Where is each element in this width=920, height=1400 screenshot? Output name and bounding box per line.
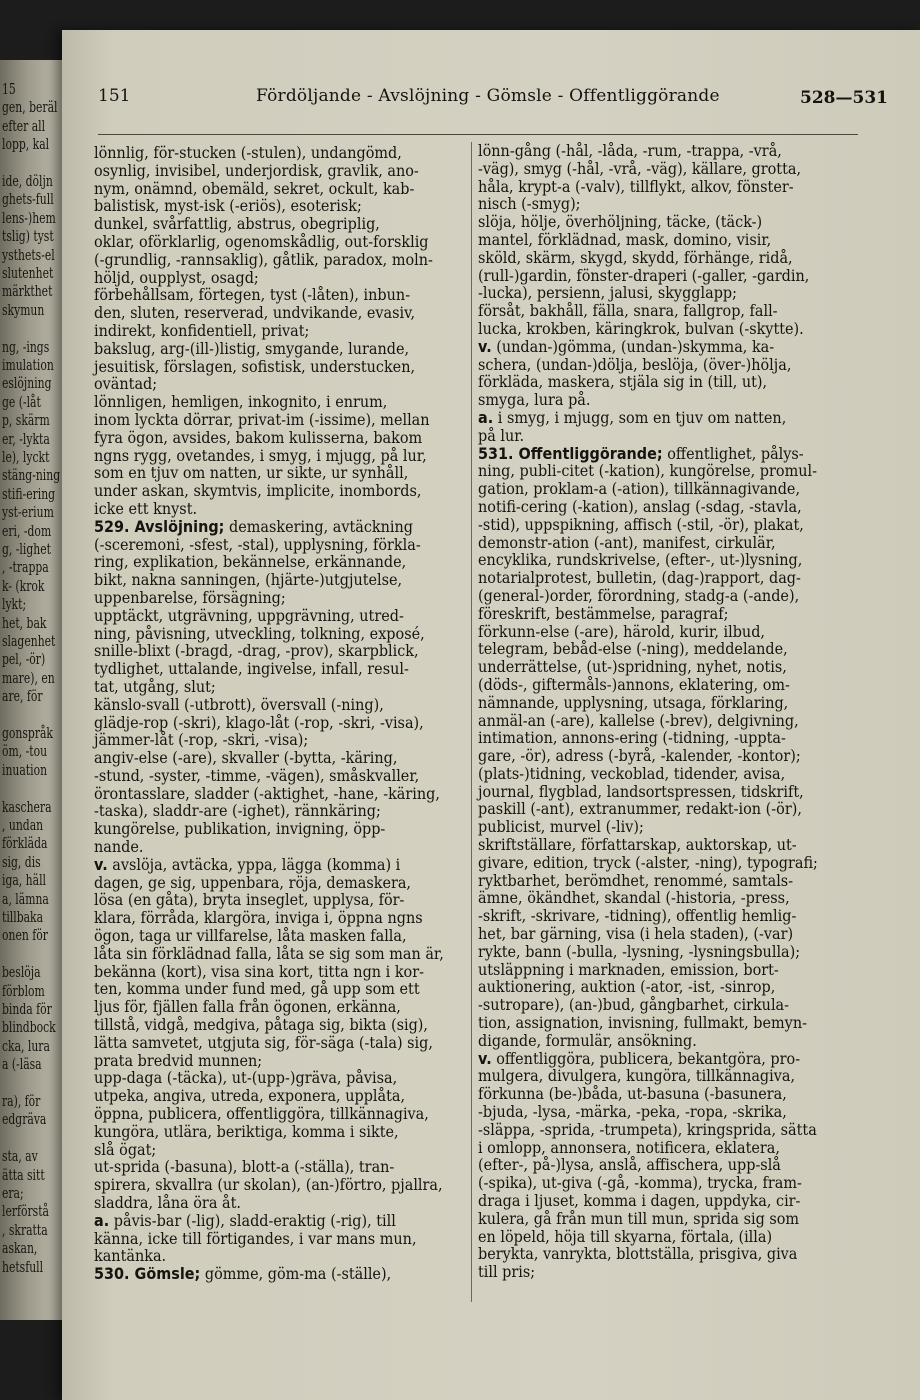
edge-fragment: förblom [2, 981, 45, 1000]
text-line: indirekt, konfidentiell, privat; [94, 320, 310, 340]
text-line: låta sin förklädnad falla, låta se sig som man är, [94, 943, 444, 963]
text-line: telegram, bebåd-else (-ning), meddelande, [478, 639, 788, 659]
text-line: tillstå, vidgå, medgiva, påtaga sig, bikta (sig), [94, 1015, 428, 1035]
text-line: paskill (-ant), extranummer, redakt-ion (-ör), [478, 799, 802, 819]
text-line: skriftställare, författarskap, auktorskap, ut- [478, 835, 797, 855]
edge-fragment: a, lämna [2, 889, 49, 908]
text-line: fyra ögon, avsides, bakom kulisserna, bakom [94, 427, 423, 447]
text-line: nym, onämnd, obemäld, sekret, ockult, kab- [94, 178, 415, 198]
text-line: känslo-svall (-utbrott), översvall (-ning), [94, 694, 384, 714]
text-line: notifi-cering (-kation), anslag (-sdag, -stavla, [478, 496, 802, 516]
text-line: (-sceremoni, -sfest, -stal), upplysning, förkla- [94, 534, 421, 554]
edge-fragment: beslöja [2, 963, 41, 982]
edge-fragment: slutenhet [2, 264, 54, 282]
text-line: balistisk, myst-isk (-eriös), esoterisk; [94, 196, 362, 216]
edge-fragment: g, -lighet [2, 540, 51, 558]
text-line: -bjuda, -lysa, -märka, -peka, -ropa, -skrika, [478, 1102, 787, 1122]
text-line: lätta samvetet, utgjuta sig, för-säga (-tala) sig, [94, 1032, 433, 1052]
text-line: demonstr-ation (-ant), manifest, cirkulär, [478, 532, 776, 552]
edge-fragment: yst-erium [2, 503, 54, 522]
text-line: v. (undan-)gömma, (undan-)skymma, ka- [478, 336, 775, 356]
text-line: ten, komma under fund med, gå upp som ett [94, 979, 420, 999]
edge-fragment: ätta sitt [2, 1165, 45, 1184]
text-line: -väg), smyg (-hål, -vrå, -väg), källare, grotta, [478, 158, 802, 178]
text-line: lönn-gång (-hål, -låda, -rum, -trappa, -vrå, [478, 141, 782, 160]
text-line: ring, explikation, bekännelse, erkännande, [94, 552, 407, 572]
text-line: ögon, taga ur villfarelse, låta masken falla, [94, 926, 407, 946]
edge-fragment: lens-)hem [2, 208, 56, 227]
text-line: som en tjuv om natten, ur sikte, ur synhåll, [94, 463, 409, 483]
text-line: v. offentliggöra, publicera, bekantgöra, pro- [478, 1048, 801, 1068]
dictionary-page [62, 30, 920, 1400]
edge-fragment: imulation [2, 356, 54, 374]
text-line: (plats-)tidning, veckoblad, tidender, avisa, [478, 763, 786, 783]
text-line: ut-sprida (-basuna), blott-a (-ställa), tran- [94, 1157, 395, 1177]
edge-fragment: onen för [2, 926, 48, 945]
text-line: jesuitisk, förslagen, sofistisk, understucken, [94, 356, 416, 376]
text-line: bekänna (kort), visa sina kort, titta ngn i kor- [94, 961, 424, 981]
edge-fragment: eri, -dom [2, 521, 52, 540]
text-line: nande. [94, 837, 144, 857]
edge-fragment: märkthet [2, 282, 53, 301]
edge-fragment: tillbaka [2, 908, 44, 926]
text-line: lönnligen, hemligen, inkognito, i enrum, [94, 392, 388, 412]
edge-fragment: ysthets-el [2, 245, 55, 264]
text-line: (-grundlig, -rannsaklig), gåtlik, paradox, moln- [94, 249, 433, 269]
text-line: osynlig, invisibel, underjordisk, gravlik, ano- [94, 160, 419, 180]
text-line: oväntad; [94, 374, 158, 394]
text-line: spirera, skvallra (ur skolan), (an-)förtro, pjallra, [94, 1175, 443, 1195]
edge-fragment: skymun [2, 300, 45, 319]
text-line: publicist, murvel (-liv); [478, 817, 644, 837]
text-line: mulgera, divulgera, kungöra, tillkännagiva, [478, 1066, 796, 1086]
text-line: 531. Offentliggörande; offentlighet, pålys- [478, 443, 804, 463]
text-line: tat, utgång, slut; [94, 676, 216, 696]
text-line: a. påvis-bar (-lig), sladd-eraktig (-rig), till [94, 1210, 396, 1230]
text-line: ning, publi-citet (-kation), kungörelse, promul- [478, 461, 817, 481]
page-number: 151 [98, 86, 131, 106]
text-line: prata bredvid munnen; [94, 1050, 263, 1070]
text-line: lösa (en gåta), bryta inseglet, upplysa, för- [94, 890, 405, 910]
edge-fragment: binda för [2, 1000, 52, 1018]
text-line: angiv-else (-are), skvaller (-bytta, -käring, [94, 748, 398, 768]
text-line: utpeka, angiva, utreda, exponera, upplåta, [94, 1086, 406, 1106]
text-line: (rull-)gardin, fönster-draperi (-galler, -gardin, [478, 265, 810, 285]
text-line: sköld, skärm, skygd, skydd, förhänge, ridå, [478, 247, 793, 267]
edge-fragment: lopp, kal [2, 135, 50, 154]
edge-fragment: cka, lura [2, 1036, 50, 1055]
edge-fragment: sta, av [2, 1147, 38, 1166]
text-line: -taska), sladdr-are (-ighet), rännkäring; [94, 801, 381, 821]
text-line: lönnlig, för-stucken (-stulen), undangömd, [94, 143, 402, 162]
text-line: kungörelse, publikation, invigning, öpp- [94, 819, 386, 839]
column-divider [471, 142, 472, 1302]
edge-fragment: , skratta [2, 1220, 48, 1239]
text-line: snille-blixt (-bragd, -drag, -prov), skarpblick, [94, 641, 419, 661]
text-line: i omlopp, annonsera, notificera, eklatera, [478, 1137, 780, 1157]
edge-fragment: mare), en [2, 668, 55, 687]
text-line: på lur. [478, 425, 525, 445]
text-line: -sutropare), (an-)bud, gångbarhet, cirkula- [478, 995, 790, 1015]
edge-fragment: blindbock [2, 1018, 56, 1037]
text-line: ljus för, fjällen falla från ögonen, erkänna, [94, 997, 401, 1017]
edge-fragment: sig, dis [2, 852, 41, 871]
section-range: 528—531 [800, 88, 888, 108]
text-line: tydlighet, uttalande, ingivelse, infall, resul- [94, 659, 409, 679]
edge-fragment: 15 [2, 80, 16, 98]
text-line: v. avslöja, avtäcka, yppa, lägga (komma) i [94, 854, 401, 874]
text-line: slöja, hölje, överhöljning, täcke, (täck-) [478, 212, 763, 232]
text-line: upp-daga (-täcka), ut-(upp-)gräva, påvisa, [94, 1068, 398, 1088]
text-line: upptäckt, utgrävning, uppgrävning, utred- [94, 605, 404, 625]
text-line: -skrift, -skrivare, -tidning), offentlig hemlig- [478, 906, 797, 926]
text-line: journal, flygblad, landsortspressen, tidskrift, [478, 781, 804, 801]
edge-fragment: slagenhet [2, 632, 56, 650]
edge-fragment: efter all [2, 116, 46, 135]
edge-fragment: stifi-ering [2, 484, 56, 503]
edge-fragment: , -trappa [2, 558, 49, 577]
text-line: -släppa, -sprida, -trumpeta), kringsprida, sätta [478, 1119, 817, 1139]
text-line: höljd, oupplyst, osagd; [94, 267, 259, 287]
text-line: öppna, publicera, offentliggöra, tillkännagiva, [94, 1104, 429, 1124]
edge-fragment: p, skärm [2, 411, 50, 430]
text-line: -stund, -syster, -timme, -vägen), småskvaller, [94, 765, 420, 785]
edge-fragment: a (-läsa [2, 1055, 42, 1074]
text-line: (döds-, giftermåls-)annons, eklatering, om- [478, 674, 790, 694]
text-line: icke ett knyst. [94, 498, 198, 518]
edge-fragment: ide, döljn [2, 172, 53, 190]
text-line: nisch (-smyg); [478, 194, 581, 214]
edge-fragment: inuation [2, 760, 48, 779]
text-line: rykte, bann (-bulla, -lysning, -lysningsbulla); [478, 941, 801, 961]
left-column [94, 144, 454, 1283]
text-line: berykta, vanrykta, blottställa, prisgiva, giva [478, 1244, 798, 1264]
text-line: mantel, förklädnad, mask, domino, visir, [478, 229, 772, 249]
text-line: förbehållsam, förtegen, tyst (-låten), inbun- [94, 285, 411, 305]
edge-fragment: k- (krok [2, 576, 45, 595]
text-line: a. i smyg, i mjugg, som en tjuv om natten, [478, 407, 787, 427]
edge-fragment: ra), för [2, 1092, 41, 1110]
text-line: draga i ljuset, komma i dagen, uppdyka, cir- [478, 1191, 801, 1211]
text-line: (general-)order, förordning, stadg-a (-ande), [478, 585, 800, 605]
edge-fragment: gonspråk [2, 724, 53, 742]
text-line: underrättelse, (ut-)spridning, nyhet, notis, [478, 657, 787, 677]
edge-fragment: lykt; [2, 595, 27, 614]
edge-fragment: ghets-full [2, 190, 54, 209]
text-line: förkläda, maskera, stjäla sig in (till, ut), [478, 372, 768, 392]
edge-fragment: ge (-låt [2, 392, 41, 411]
edge-fragment: askan, [2, 1239, 38, 1258]
text-line: örontasslare, sladder (-aktighet, -hane, -käring, [94, 783, 440, 803]
text-line: jämmer-låt (-rop, -skri, -visa); [94, 730, 309, 750]
text-line: intimation, annons-ering (-tidning, -uppta- [478, 728, 786, 748]
text-line: glädje-rop (-skri), klago-låt (-rop, -skri, -visa), [94, 712, 424, 732]
text-line: bakslug, arg-(ill-)listig, smygande, lurande, [94, 338, 410, 358]
edge-fragment: er, -lykta [2, 429, 50, 448]
text-line: klara, förråda, klargöra, inviga i, öppna ngns [94, 908, 423, 928]
right-column [478, 142, 838, 1281]
text-line: -lucka), persienn, jalusi, skygglapp; [478, 283, 737, 303]
text-line: oklar, oförklarlig, ogenomskådlig, out-forsklig [94, 231, 429, 251]
text-line: kungöra, utlära, beriktiga, komma i sikte, [94, 1121, 399, 1141]
text-line: den, sluten, reserverad, undvikande, evasiv, [94, 303, 416, 323]
running-head [98, 86, 898, 114]
text-line: uppenbarelse, försägning; [94, 587, 286, 607]
text-line: gare, -ör), adress (-byrå, -kalender, -kontor); [478, 746, 801, 766]
edge-fragment: kaschera [2, 797, 52, 816]
text-line: schera, (undan-)dölja, beslöja, (över-)hölja, [478, 354, 792, 374]
edge-fragment: förkläda [2, 834, 48, 853]
text-line: lucka, krokben, käringkrok, bulvan (-skytte). [478, 318, 804, 338]
edge-fragment: gen, beräl [2, 98, 58, 117]
edge-fragment: hetsfull [2, 1257, 44, 1276]
text-line: het, bar gärning, visa (i hela staden), (-var) [478, 924, 794, 944]
edge-fragment: het, bak [2, 613, 47, 632]
text-line: under askan, skymtvis, implicite, inombords, [94, 481, 422, 501]
edge-fragment: era; [2, 1184, 24, 1202]
text-line: håla, krypt-a (-valv), tillflykt, alkov, fönster- [478, 176, 794, 196]
text-line: bikt, nakna sanningen, (hjärte-)utgjutelse, [94, 570, 403, 590]
text-line: en löpeld, höja till skyarna, förtala, (illa) [478, 1226, 773, 1246]
edge-fragment: are, för [2, 687, 43, 706]
edge-fragment: tslig) tyst [2, 227, 54, 246]
edge-fragment: lerförstå [2, 1202, 50, 1221]
text-line: (-spika), ut-giva (-gå, -komma), trycka, fram- [478, 1173, 802, 1193]
text-line: kantänka. [94, 1246, 167, 1266]
text-line: encyklika, rundskrivelse, (efter-, ut-)lysning, [478, 550, 803, 570]
text-line: 530. Gömsle; gömme, göm-ma (-ställe), [94, 1264, 392, 1284]
text-line: dunkel, svårfattlig, abstrus, obegriplig, [94, 214, 380, 234]
page-title: Fördöljande - Avslöjning - Gömsle - Offentliggörande [256, 86, 720, 106]
text-line: föreskrift, bestämmelse, paragraf; [478, 603, 729, 623]
text-line: notarialprotest, bulletin, (dag-)rapport, dag- [478, 568, 801, 588]
text-line: ämne, ökändhet, skandal (-historia, -press, [478, 888, 790, 908]
edge-fragment: stäng-ning [2, 466, 61, 485]
text-line: till pris; [478, 1262, 536, 1282]
edge-fragment: le), lyckt [2, 448, 50, 466]
text-line: tion, assignation, invisning, fullmakt, bemyn- [478, 1013, 807, 1033]
text-line: digande, formulär, ansökning. [478, 1030, 697, 1050]
text-line: ning, påvisning, utveckling, tolkning, exposé, [94, 623, 425, 643]
text-line: nämnande, upplysning, utsaga, förklaring, [478, 692, 789, 712]
text-line: förkunn-else (-are), härold, kurir, ilbud, [478, 621, 766, 641]
edge-fragment: , undan [2, 816, 44, 834]
edge-fragment: eslöjning [2, 374, 52, 393]
text-line: förkunna (be-)båda, ut-basuna (-basunera, [478, 1084, 787, 1104]
edge-fragment: pel, -ör) [2, 650, 46, 669]
text-line: -stid), uppspikning, affisch (-stil, -ör), plakat, [478, 514, 804, 534]
edge-fragment: öm, -tou [2, 742, 48, 761]
text-line: inom lyckta dörrar, privat-im (-issime), mellan [94, 409, 430, 429]
edge-fragment: iga, häll [2, 871, 46, 890]
text-line: slå ögat; [94, 1139, 157, 1159]
text-line: smyga, lura på. [478, 390, 591, 410]
edge-fragment: edgräva [2, 1110, 47, 1129]
text-line: dagen, ge sig, uppenbara, röja, demaskera, [94, 872, 412, 892]
text-line: ryktbarhet, berömdhet, renommé, samtals- [478, 870, 794, 890]
text-line: utsläppning i marknaden, emission, bort- [478, 959, 779, 979]
text-line: (efter-, på-)lysa, anslå, affischera, upp-slå [478, 1155, 781, 1175]
edge-fragment: ng, -ings [2, 337, 50, 356]
text-line: kulera, gå från mun till mun, sprida sig som [478, 1208, 800, 1228]
text-line: ngns rygg, ovetandes, i smyg, i mjugg, på lur, [94, 445, 427, 465]
text-line: givare, edition, tryck (-alster, -ning), typografi; [478, 852, 818, 872]
text-line: anmäl-an (-are), kallelse (-brev), delgivning, [478, 710, 799, 730]
text-line: känna, icke till förtigandes, i var mans mun, [94, 1228, 417, 1248]
facing-page-edge [0, 60, 66, 1320]
text-line: försåt, bakhåll, fälla, snara, fallgrop, fall- [478, 301, 778, 321]
text-line: auktionering, auktion (-ator, -ist, -sinrop, [478, 977, 776, 997]
text-line: sladdra, låna öra åt. [94, 1193, 241, 1213]
header-rule [98, 134, 858, 135]
text-line: gation, proklam-a (-ation), tillkännagivande, [478, 479, 801, 499]
text-line: 529. Avslöjning; demaskering, avtäckning [94, 516, 413, 536]
